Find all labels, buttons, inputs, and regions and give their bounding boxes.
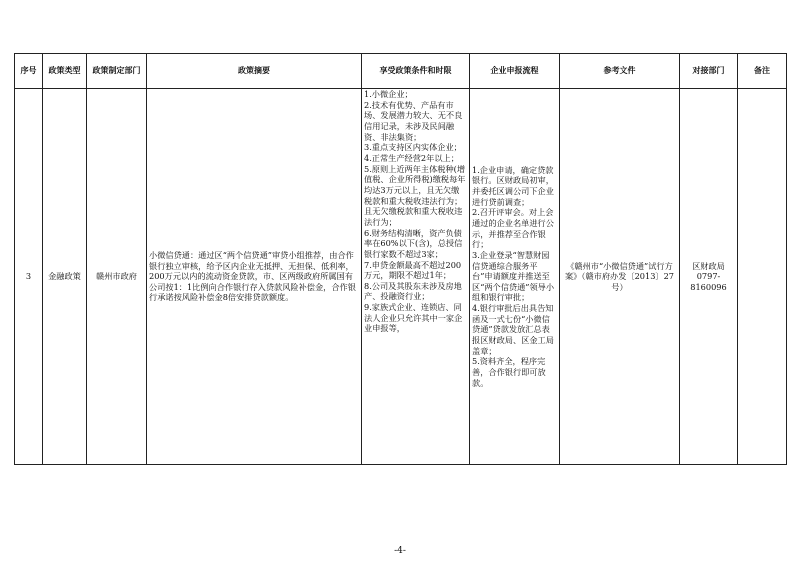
process-list (472, 165, 557, 389)
cell-contact-dept: 区财政局0797-8160096 (680, 89, 738, 465)
header-policy-summary: 政策摘要 (147, 54, 362, 89)
header-seq: 序号 (15, 54, 43, 89)
list-item: 2.技术有优势、产品有市场、发展潜力较大、无不良信用记录，未涉及民间融资、非法集资； (364, 99, 463, 142)
list-item: 8.公司及其股东未涉及房地产、投融资行业； (364, 280, 462, 302)
list-item: 7.申贷金额最高不超过200万元，期限不超过1年； (364, 259, 462, 281)
header-conditions: 享受政策条件和时限 (362, 54, 470, 89)
cell-policy-dept: 赣州市政府 (87, 89, 147, 465)
cell-policy-type: 金融政策 (43, 89, 87, 465)
list-item: 9.家族式企业、连锁店、同法人企业只允许其中一家企业申报等， (364, 302, 463, 334)
list-item: 6.财务结构清晰，资产负债率在60%以下(含)，总授信银行家数不超过3家； (364, 227, 463, 259)
list-item: 2.召开评审会。对上会通过的企业名单进行公示，并推荐至合作银行； (472, 207, 554, 250)
cell-remarks (738, 89, 787, 465)
list-item: 3.企业登录“智慧财园信贷通综合服务平台”申请额度并推送至区“两个信贷通”领导小组和银行审批； (472, 249, 555, 303)
cell-policy-summary: 小微信贷通：通过区“两个信贷通”审贷小组推荐，由合作银行独立审核，给予区内企业无抵押、无担保、低利率，200万元以内的流动资金贷款，市、区两级政府所属国有公司按1：1比例向合作银行存入贷款风险补偿金，合作银行承诺按风险补偿金8倍安排贷款额度。 (147, 89, 362, 465)
list-item: 4.银行审批后出具告知函及一式七份“小微信贷通”贷款发放汇总表报区财政局、区金工局盖章； (472, 303, 554, 356)
table-header-row (15, 54, 787, 89)
list-item: 4.正常生产经营2年以上； (364, 152, 459, 163)
table-row (15, 89, 787, 465)
policy-table (14, 53, 787, 465)
list-item: 5.资料齐全，程序完善，合作银行即可放款。 (472, 356, 546, 388)
conditions-list (364, 89, 467, 334)
list-item: 5.原则上近两年主体税种(增值税、企业所得税)缴税每年均达3万元以上，且无欠缴税款和重大税收违法行为；且无欠缴税款和重大税收违法行为； (364, 163, 466, 227)
header-remarks: 备注 (738, 54, 787, 89)
header-contact-dept: 对接部门 (680, 54, 738, 89)
cell-seq: 3 (15, 89, 43, 465)
list-item: 1.企业申请，确定贷款银行。区财政局初审，并委托区调公司下企业进行贷前调查； (472, 164, 554, 207)
list-item: 1.小微企业； (364, 89, 413, 99)
page-number: -4- (394, 546, 406, 556)
header-reference: 参考文件 (560, 54, 680, 89)
cell-process (470, 89, 560, 465)
cell-conditions (362, 89, 470, 465)
cell-reference: 《赣州市“小微信贷通”试行方案》（赣市府办发〔2013〕27号） (560, 89, 680, 465)
header-process: 企业申报流程 (470, 54, 560, 89)
header-policy-type: 政策类型 (43, 54, 87, 89)
list-item: 3.重点支持区内实体企业； (364, 142, 462, 153)
header-policy-dept: 政策制定部门 (87, 54, 147, 89)
